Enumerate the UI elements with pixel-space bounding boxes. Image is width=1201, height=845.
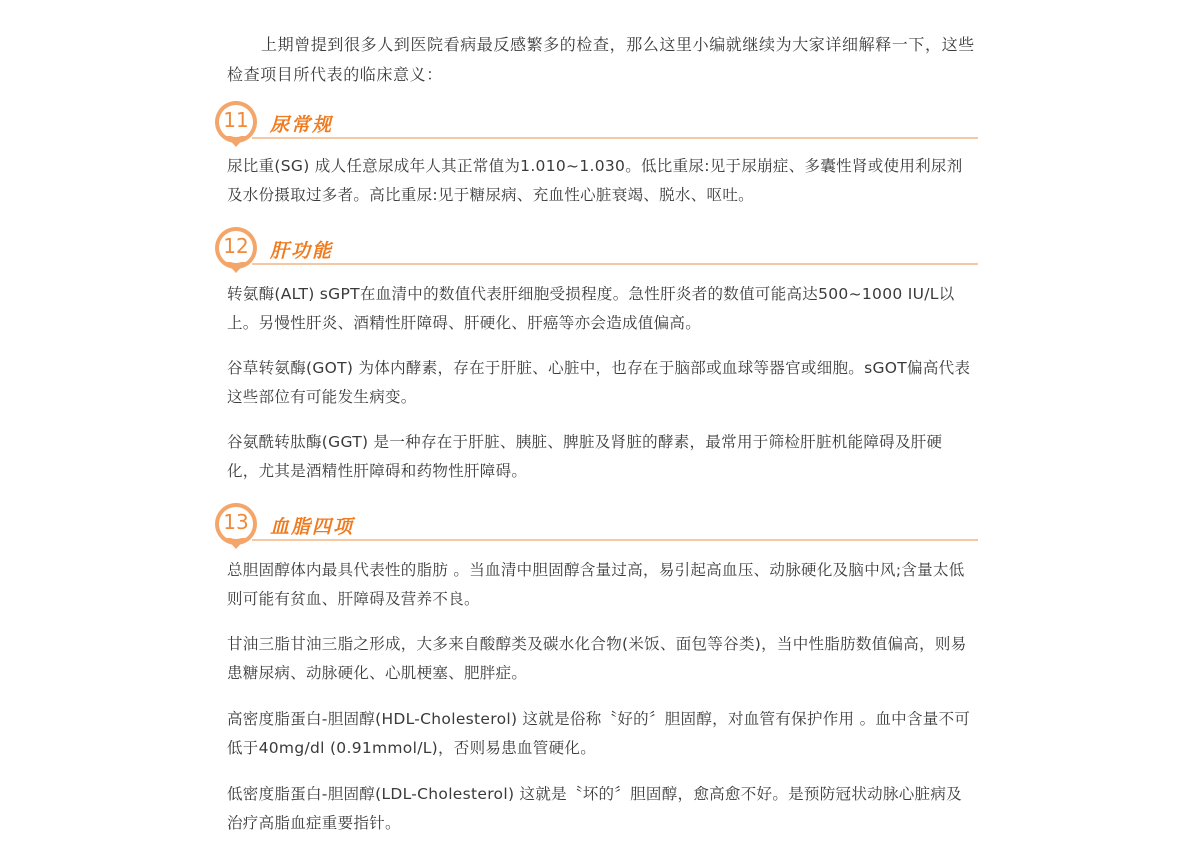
section-header-blood-lipids [212,502,978,552]
intro-paragraph [227,30,979,90]
section-title: 血脂四项 [270,516,355,538]
section-divider [252,137,978,139]
section-number: 11 [223,108,249,132]
section-divider [252,539,978,541]
section-number: 13 [223,510,249,534]
paragraph-got: 谷草转氨酶(GOT) 为体内酵素，存在于肝脏、心脏中，也存在于脑部或血球等器官或细胞。sGOT偏高代表这些部位有可能发生病变。 [227,359,971,406]
paragraph-triglycerides: 甘油三脂甘油三脂之形成，大多来自酸醇类及碳水化合物(米饭、面包等谷类)，当中性脂肪数值偏高，则易患糖尿病、动脉硬化、心肌梗塞、肥胖症。 [227,635,967,682]
paragraph-total-cholesterol: 总胆固醇体内最具代表性的脂肪 。当血清中胆固醇含量过高，易引起高血压、动脉硬化及脑中风;含量太低则可能有贫血、肝障碍及营养不良。 [227,561,965,608]
section-number-badge [212,100,260,150]
paragraph-ldl: 低密度脂蛋白-胆固醇(LDL-Cholesterol) 这就是〝坏的〞胆固醇，愈高愈不好。是预防冠状动脉心脏病及治疗高脂血症重要指针。 [227,785,962,832]
paragraph-hdl: 高密度脂蛋白-胆固醇(HDL-Cholesterol) 这就是俗称〝好的〞胆固醇，对血管有保护作用 。血中含量不可低于40mg/dl (0.91mmol/L)，否则易患血管硬化。 [227,710,971,757]
intro-text: 上期曾提到很多人到医院看病最反感繁多的检查，那么这里小编就继续为大家详细解释一下，这些检查项目所代表的临床意义： [227,35,975,84]
section-header-liver-function [212,226,978,276]
paragraph-alt: 转氨酶(ALT) sGPT在血清中的数值代表肝细胞受损程度。急性肝炎者的数值可能高达500~1000 IU/L以上。另慢性肝炎、酒精性肝障碍、肝硬化、肝癌等亦会造成值偏高。 [227,285,955,332]
section-title: 肝功能 [270,240,334,262]
paragraph-urine-sg: 尿比重(SG) 成人任意尿成年人其正常值为1.010~1.030。低比重尿:见于尿崩症、多囊性肾或使用利尿剂及水份摄取过多者。高比重尿:见于糖尿病、充血性心脏衰竭、脱水、呕吐。 [227,157,963,204]
section-number-badge [212,502,260,552]
paragraph-ggt: 谷氨酰转肽酶(GGT) 是一种存在于肝脏、胰脏、脾脏及肾脏的酵素，最常用于筛检肝脏机能障碍及肝硬化，尤其是酒精性肝障碍和药物性肝障碍。 [227,433,943,480]
section-number: 12 [223,234,249,258]
section-title: 尿常规 [270,114,334,136]
section-header-urinalysis [212,100,978,150]
section-number-badge [212,226,260,276]
section-divider [252,263,978,265]
